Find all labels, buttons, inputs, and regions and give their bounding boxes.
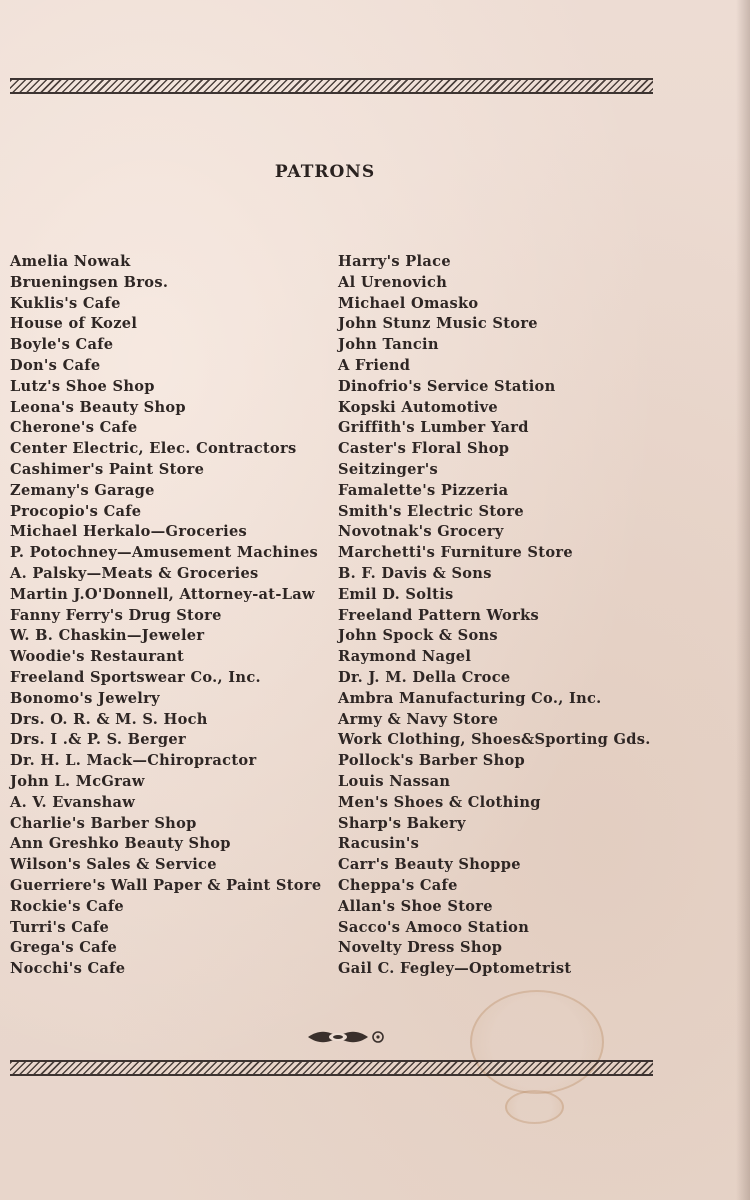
patron-entry: Cheppa's Cafe	[338, 877, 458, 894]
patron-entry: Carr's Beauty Shoppe	[338, 856, 521, 874]
patron-entry: Cherone's Cafe	[10, 419, 138, 437]
patron-entry: B. F. Davis & Sons	[338, 565, 492, 582]
patron-entry: Freeland Pattern Works	[338, 606, 539, 624]
patron-entry: Brueningsen Bros.	[10, 273, 169, 291]
patron-entry: Boyle's Cafe	[10, 336, 114, 354]
patron-entry: Marchetti's Furniture Store	[338, 544, 573, 562]
patron-entry: Sharp's Bakery	[338, 814, 466, 832]
patron-entry: Lutz's Shoe Shop	[10, 377, 155, 395]
patron-entry: Smith's Electric Store	[338, 502, 525, 520]
patron-entry: Grega's Cafe	[10, 939, 118, 957]
patron-entry: Drs. I .& P. S. Berger	[10, 731, 186, 749]
patron-entry: Ambra Manufacturing Co., Inc.	[338, 689, 602, 707]
patron-entry: Don's Cafe	[10, 357, 101, 374]
coffee-stain-small	[505, 1090, 564, 1124]
patron-entry: Leona's Beauty Shop	[10, 398, 186, 416]
patron-entry: W. B. Chaskin—Jeweler	[10, 627, 205, 645]
page-fold-shadow	[736, 0, 750, 1200]
patron-entry: Harry's Place	[338, 253, 451, 270]
patron-entry: P. Potochney—Amusement Machines	[10, 544, 319, 562]
patron-entry: A. V. Evanshaw	[10, 793, 136, 811]
patron-entry: Racusin's	[338, 835, 420, 853]
patron-entry: Michael Herkalo—Groceries	[10, 523, 248, 541]
patron-entry: A. Palsky—Meats & Groceries	[10, 565, 259, 582]
page-title: PATRONS	[274, 162, 376, 182]
patron-entry: Dr. J. M. Della Croce	[338, 669, 511, 686]
patron-entry: Sacco's Amoco Station	[338, 918, 530, 936]
patron-entry: Drs. O. R. & M. S. Hoch	[10, 710, 208, 728]
patron-entry: Raymond Nagel	[338, 648, 472, 666]
patron-entry: John Spock & Sons	[338, 627, 498, 645]
patron-entry: Wilson's Sales & Service	[10, 856, 217, 874]
patron-entry: Charlie's Barber Shop	[10, 814, 197, 832]
patron-entry: Woodie's Restaurant	[10, 648, 185, 666]
patron-entry: Guerriere's Wall Paper & Paint Store	[10, 877, 322, 894]
patron-entry: Griffith's Lumber Yard	[338, 419, 529, 437]
patron-entry: Novotnak's Grocery	[338, 523, 504, 541]
patron-entry: Caster's Floral Shop	[338, 440, 510, 458]
patron-entry: Work Clothing, Shoes&Sporting Gds.	[338, 731, 651, 749]
patron-entry: Center Electric, Elec. Contractors	[10, 440, 297, 458]
patron-entry: Pollock's Barber Shop	[338, 752, 526, 770]
patron-entry: Ann Greshko Beauty Shop	[10, 835, 231, 853]
patron-entry: Michael Omasko	[338, 294, 479, 312]
patron-entry: Novelty Dress Shop	[338, 939, 503, 957]
patron-entry: John Stunz Music Store	[338, 315, 538, 333]
decorative-border-top	[10, 78, 653, 94]
patron-entry: Zemany's Garage	[10, 481, 155, 499]
patron-entry: Procopio's Cafe	[10, 502, 142, 520]
patron-entry: Army & Navy Store	[338, 710, 499, 728]
patron-entry: John Tancin	[338, 336, 439, 354]
patron-entry: Famalette's Pizzeria	[338, 481, 509, 499]
decorative-border-bottom	[10, 1060, 653, 1076]
patron-entry: John L. McGraw	[10, 773, 145, 790]
patron-entry: Kuklis's Cafe	[10, 294, 121, 312]
printers-ornament-icon	[306, 1028, 396, 1046]
patron-entry: Kopski Automotive	[338, 398, 498, 416]
patron-entry: Emil D. Soltis	[338, 585, 454, 603]
patron-entry: Al Urenovich	[338, 273, 448, 291]
patron-entry: Freeland Sportswear Co., Inc.	[10, 669, 261, 686]
patron-entry: Dinofrio's Service Station	[338, 377, 556, 395]
patron-entry: Fanny Ferry's Drug Store	[10, 606, 222, 624]
patron-entry: Louis Nassan	[338, 773, 451, 790]
patron-entry: Bonomo's Jewelry	[10, 689, 160, 707]
patron-entry: Amelia Nowak	[10, 253, 131, 270]
patron-entry: Seitzinger's	[338, 461, 439, 478]
patron-entry: Martin J.O'Donnell, Attorney-at-Law	[10, 585, 315, 603]
patron-entry: Allan's Shoe Store	[338, 897, 493, 915]
patron-entry: Cashimer's Paint Store	[10, 461, 205, 478]
patron-entry: A Friend	[338, 357, 411, 374]
patron-entry: Turri's Cafe	[10, 918, 110, 936]
coffee-stain	[470, 990, 604, 1094]
patron-entry: Rockie's Cafe	[10, 897, 124, 915]
patron-entry: Gail C. Fegley—Optometrist	[338, 960, 572, 978]
patron-entry: House of Kozel	[10, 315, 138, 333]
patron-entry: Nocchi's Cafe	[10, 960, 126, 978]
patron-entry: Dr. H. L. Mack—Chiropractor	[10, 752, 257, 770]
patron-entry: Men's Shoes & Clothing	[338, 793, 541, 811]
